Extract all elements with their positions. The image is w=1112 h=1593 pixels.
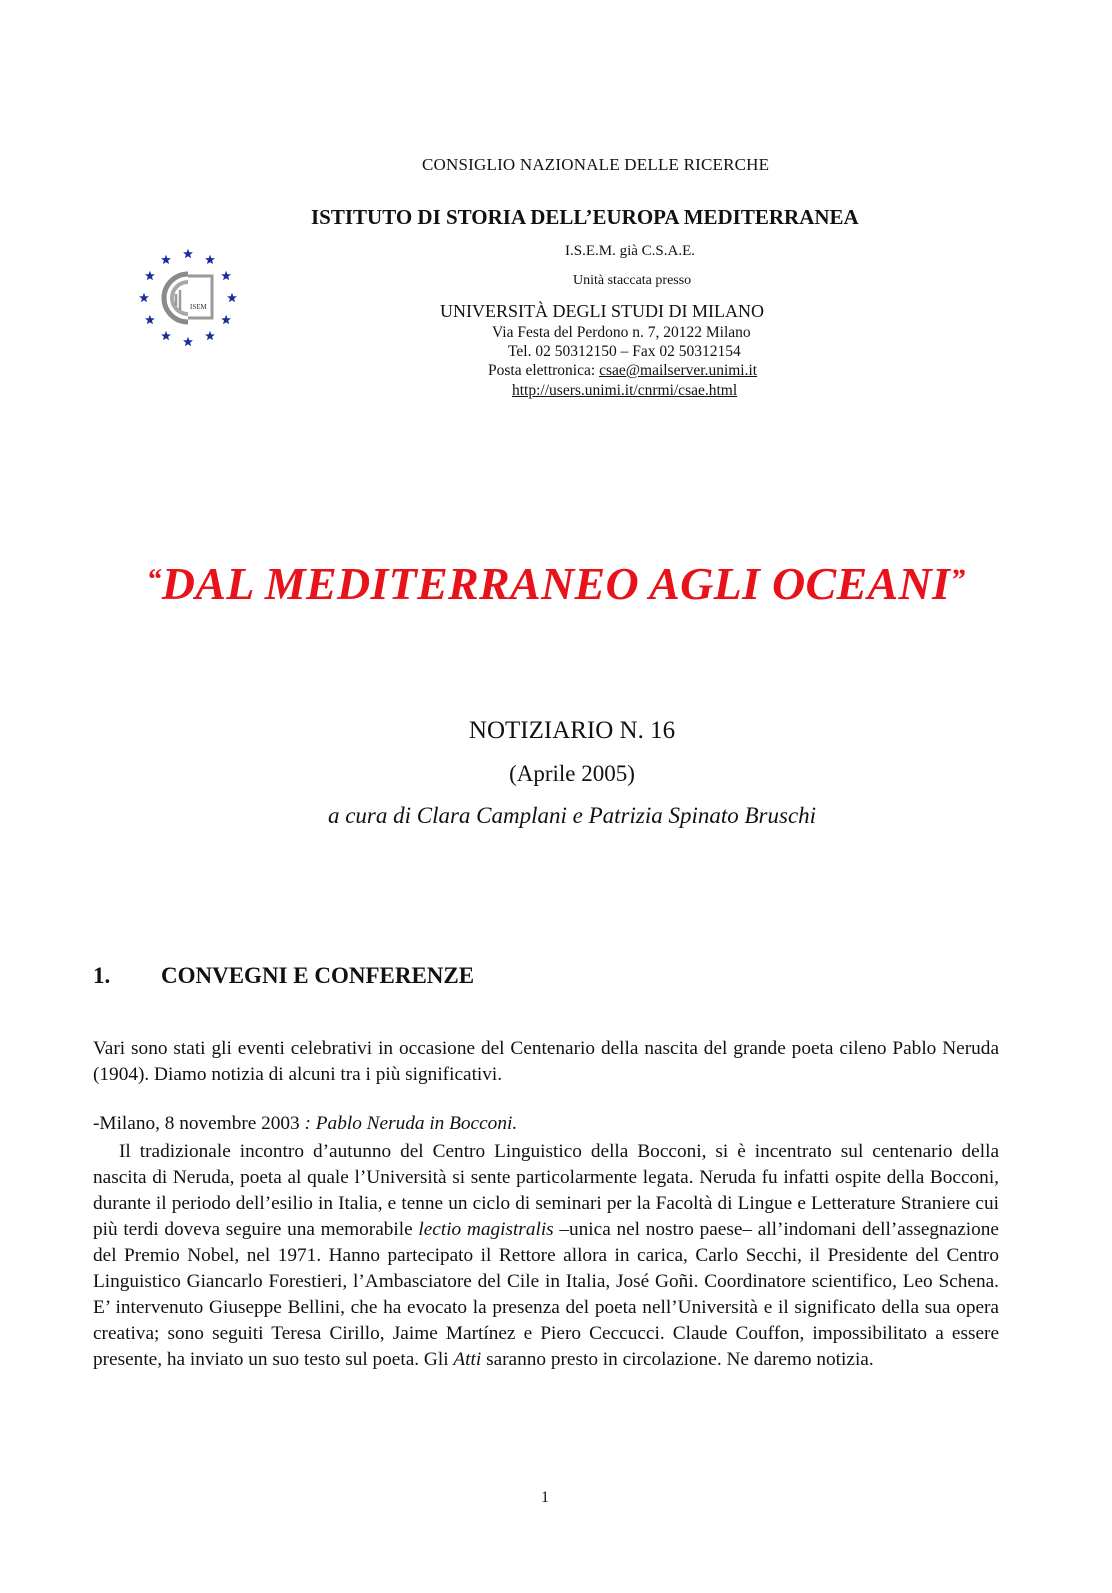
institute-abbreviation: I.S.E.M. già C.S.A.E. — [565, 243, 696, 259]
event-sep: : — [304, 1113, 316, 1134]
isem-logo — [136, 246, 240, 350]
event-place-date: -Milano, 8 novembre 2003 — [93, 1113, 305, 1134]
star-icon — [145, 271, 155, 280]
logo-text: ISEM — [190, 303, 207, 311]
star-icon — [205, 255, 215, 264]
star-icon — [183, 337, 193, 346]
star-icon — [161, 331, 171, 340]
event-name: Pablo Neruda in Bocconi. — [315, 1113, 518, 1134]
page-number: 1 — [541, 1489, 549, 1506]
email-line — [488, 362, 757, 380]
institute-name: ISTITUTO DI STORIA DELL’EUROPA MEDITERRANEA — [311, 205, 859, 229]
email-label: Posta elettronica: — [488, 362, 600, 379]
title-open-quote: “ — [146, 563, 162, 596]
title-close-quote: ” — [950, 563, 966, 596]
event-text-italic-2: Atti — [453, 1349, 482, 1370]
title-text: DAL MEDITERRANEO AGLI OCEANI — [161, 558, 951, 609]
star-icon — [145, 315, 155, 324]
section-title: CONVEGNI E CONFERENZE — [161, 963, 475, 988]
star-icon — [183, 249, 193, 258]
organization-name: CONSIGLIO NAZIONALE DELLE RICERCHE — [422, 155, 770, 174]
address: Via Festa del Perdono n. 7, 20122 Milano — [492, 324, 751, 341]
event-text-2: –unica nel nostro paese– all’indomani dell’assegnazione del Premio Nobel, nel 1971. Hanno partecipato il Rettore allora in carica, Carlo Secchi, il Presidente del Centro Linguistico Giancarlo Forestieri, l’Ambasciatore del Cile in Italia, José Goñi. Coordinatore scientifico, Leo Schena. E’ intervenuto Giuseppe Bellini, che ha evocato la presenza del poeta nell’Università e il significato della sua opera creativa; sono seguiti Teresa Cirillo, Jaime Martínez e Piero Ceccucci. Claude Couffon, impossibilitato a essere presente, ha inviato un suo testo sul poeta. Gli — [93, 1219, 999, 1370]
unit-note: Unità staccata presso — [573, 273, 692, 288]
star-icon — [227, 293, 237, 302]
star-icon — [205, 331, 215, 340]
email-link[interactable]: csae@mailserver.unimi.it — [599, 362, 758, 379]
star-icon — [221, 315, 231, 324]
section-heading — [93, 963, 474, 989]
star-icon — [221, 271, 231, 280]
phone-fax: Tel. 02 50312150 – Fax 02 50312154 — [508, 343, 741, 360]
university-name: UNIVERSITÀ DEGLI STUDI DI MILANO — [440, 301, 764, 321]
event-paragraph — [93, 1139, 999, 1373]
newsletter-number: NOTIZIARIO N. 16 — [468, 717, 676, 744]
main-title — [0, 557, 1112, 610]
event-text-3: saranno presto in circolazione. Ne daremo notizia. — [481, 1349, 874, 1370]
event-text-1: Il tradizionale incontro d’autunno del Centro Linguistico della Bocconi, si è incentrato sul centenario della nascita di Neruda, poeta al quale l’Università si sente particolarmente legata. Neruda fu infatti ospite della Bocconi, durante il periodo dell’esilio in Italia, e tenne un ciclo di seminari per la Facoltà di Lingue e Letterature Straniere cui più terdi doveva seguire una memorabile — [93, 1141, 999, 1240]
newsletter-date: (Aprile 2005) — [509, 761, 635, 786]
star-icon — [139, 293, 149, 302]
newsletter-editors: a cura di Clara Camplani e Patrizia Spinato Bruschi — [327, 803, 817, 828]
website-link[interactable]: http://users.unimi.it/cnrmi/csae.html — [512, 382, 738, 399]
star-icon — [161, 255, 171, 264]
logo-emblem — [164, 274, 212, 322]
section-number: 1. — [93, 963, 111, 988]
event-line — [93, 1113, 517, 1135]
intro-paragraph: Vari sono stati gli eventi celebrativi in occasione del Centenario della nascita del grande poeta cileno Pablo Neruda (1904). Diamo notizia di alcuni tra i più significativi. — [93, 1038, 999, 1085]
event-text-italic-1: lectio magistralis — [418, 1219, 554, 1240]
logo-stars — [139, 249, 237, 346]
